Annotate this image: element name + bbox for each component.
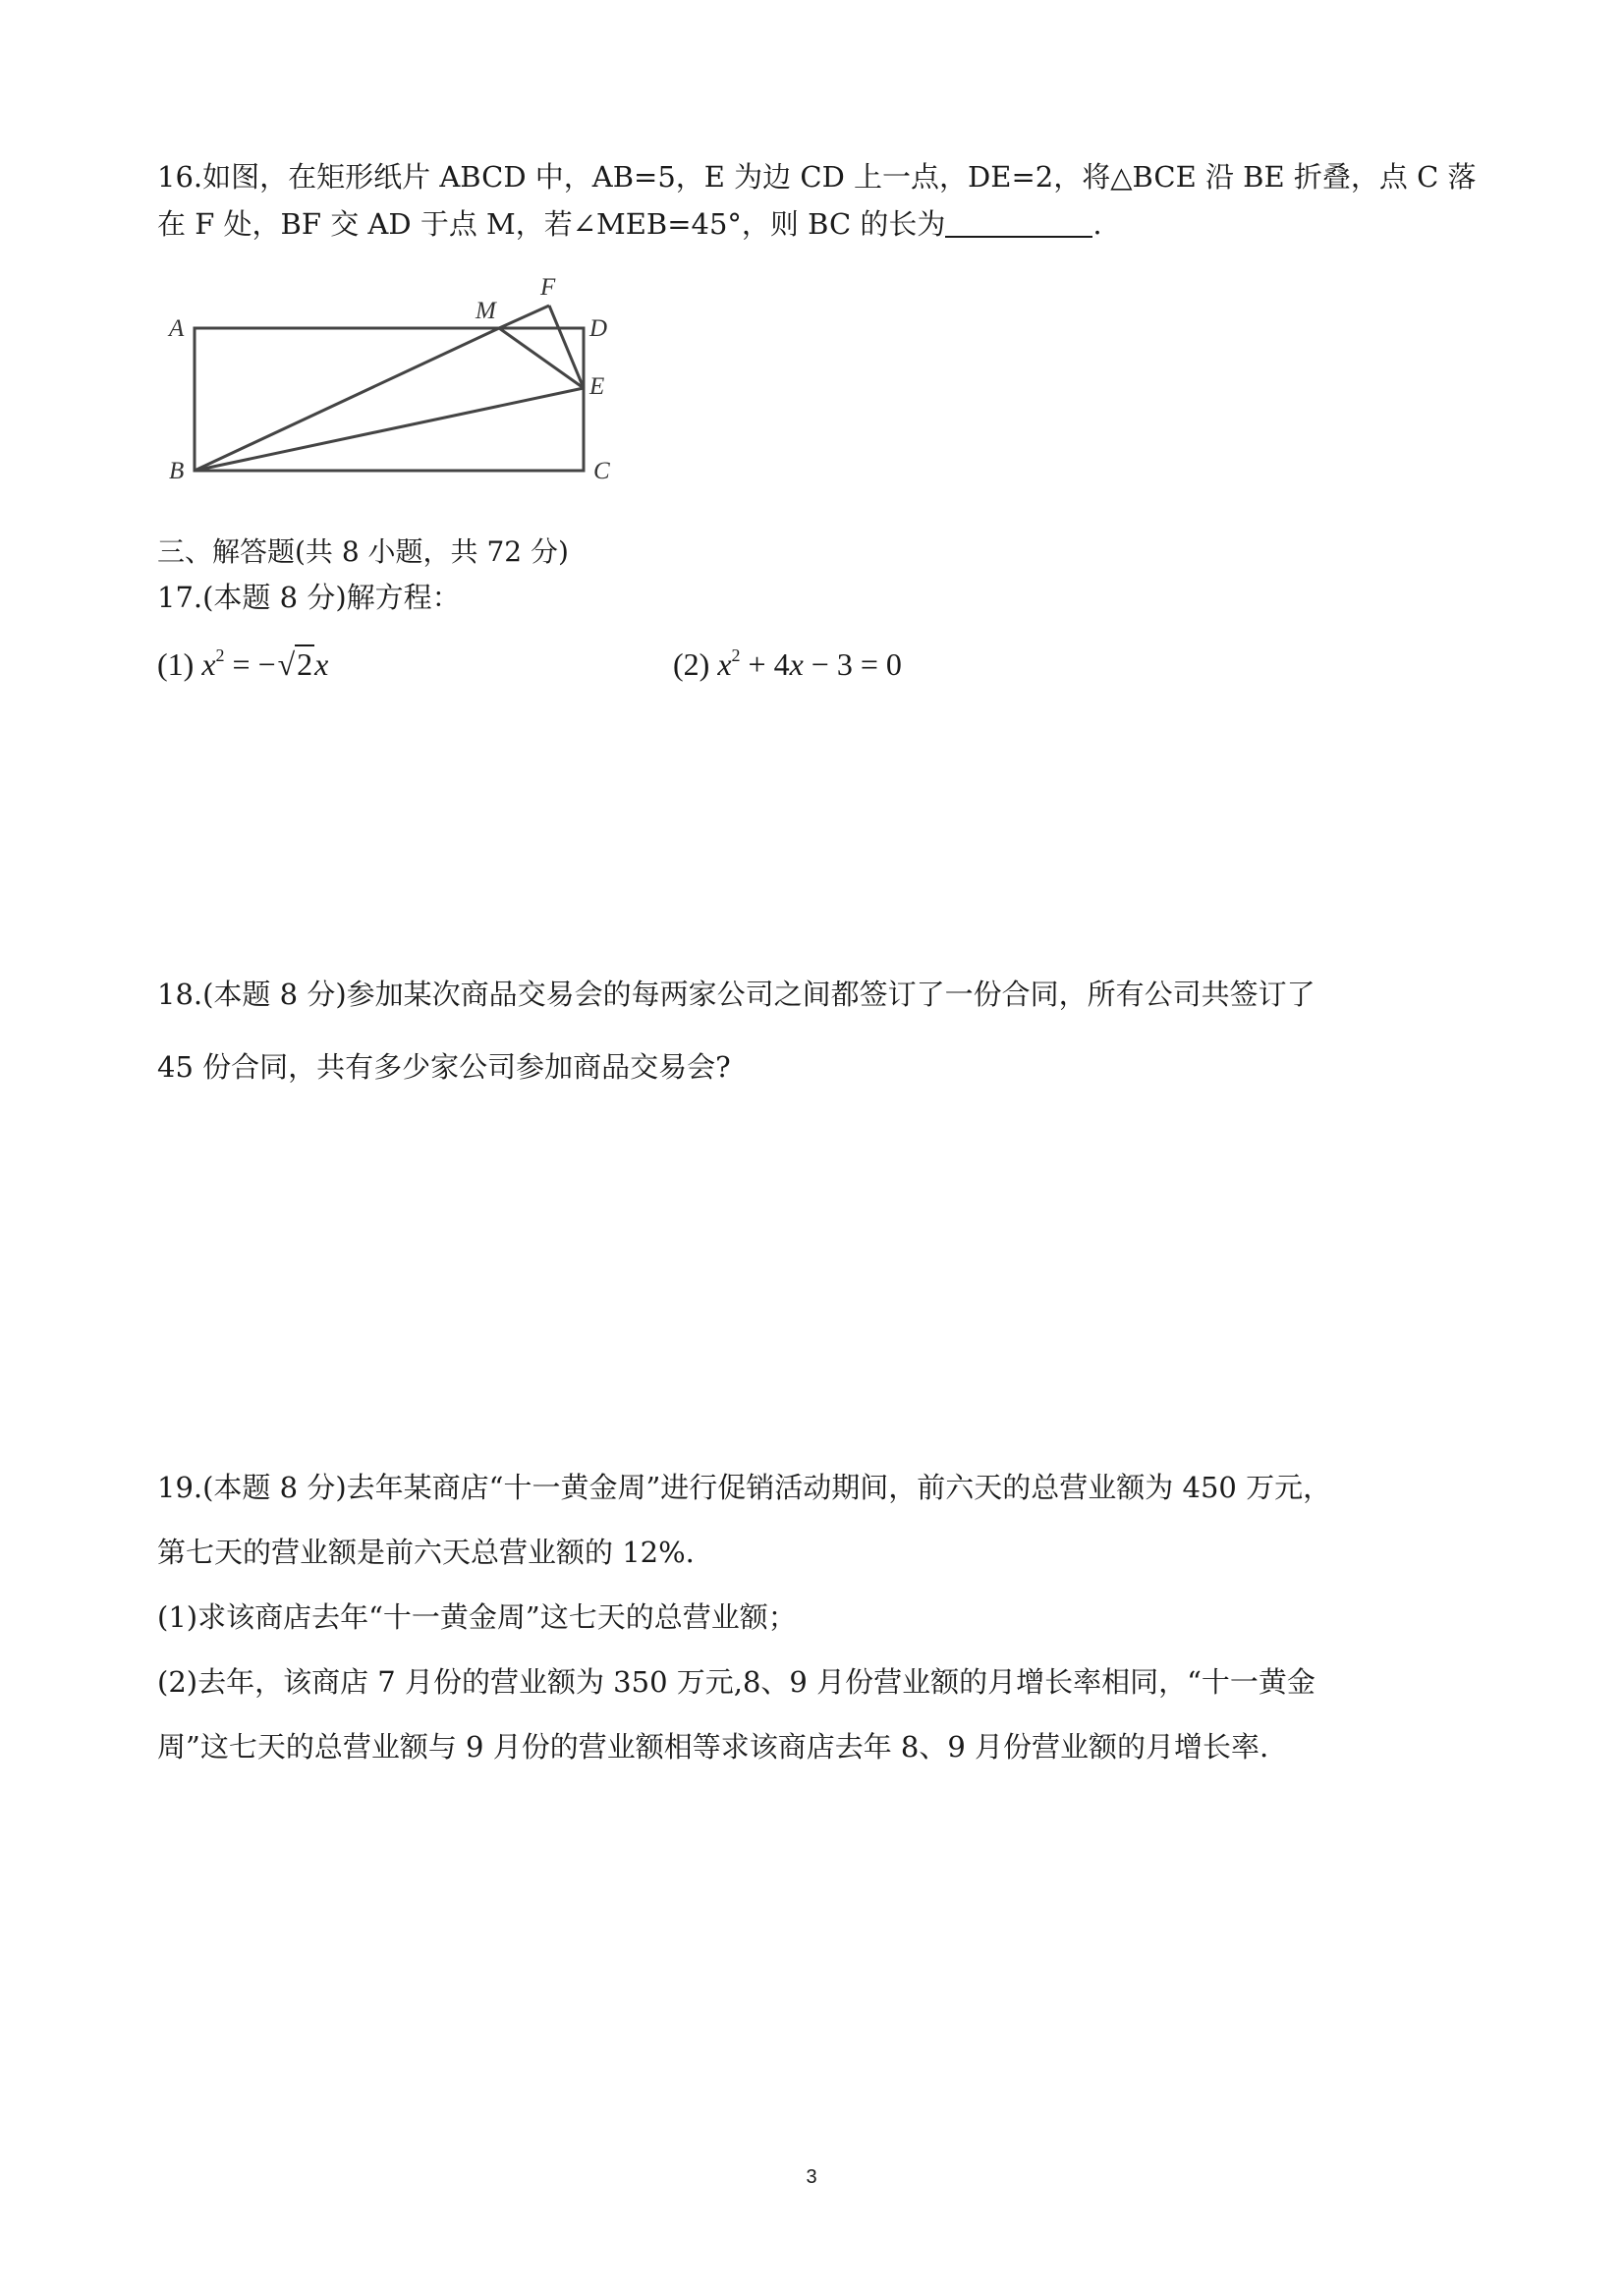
section-3-title: 三、解答题(共 8 小题，共 72 分) bbox=[157, 535, 569, 568]
q17-p1-radicand: 2 bbox=[297, 646, 313, 682]
q17-p2-var2: x bbox=[789, 646, 804, 682]
q16-line1: 16.如图，在矩形纸片 ABCD 中，AB=5，E 为边 CD 上一点，DE=2，将△BCE 沿 BE 折叠，点 C 落 bbox=[157, 160, 1477, 194]
q17-p2-label: (2) bbox=[673, 646, 710, 682]
q17-p2-exp: 2 bbox=[731, 645, 741, 665]
q17-p1-mid: = − bbox=[224, 646, 276, 682]
label-f: F bbox=[540, 274, 556, 301]
q17-part2-equation bbox=[673, 646, 902, 680]
label-c: C bbox=[593, 458, 610, 484]
q16-line2-text: 在 F 处，BF 交 AD 于点 M，若∠MEB=45°，则 BC 的长为 bbox=[157, 207, 946, 241]
q17-header: 17.(本题 8 分)解方程： bbox=[157, 581, 461, 614]
q19-part2-line2: 周”这七天的总营业额与 9 月份的营业额相等求该商店去年 8、9 月份营业额的月增长率. bbox=[157, 1730, 1269, 1764]
segment-bm bbox=[195, 328, 499, 471]
label-e: E bbox=[589, 373, 605, 400]
q17-p2-end: − 3 = 0 bbox=[803, 646, 902, 682]
segment-be bbox=[195, 388, 584, 471]
sqrt-symbol: √2 bbox=[277, 646, 313, 682]
q17-p1-label: (1) bbox=[157, 646, 195, 682]
label-m: M bbox=[476, 298, 496, 324]
rectangle-fold-figure bbox=[157, 265, 648, 491]
q19-line2: 第七天的营业额是前六天总营业额的 12%. bbox=[157, 1536, 695, 1569]
q17-p1-exp: 2 bbox=[215, 645, 225, 665]
label-a: A bbox=[169, 315, 185, 342]
page-number: 3 bbox=[806, 2166, 817, 2188]
q18-line2: 45 份合同，共有多少家公司参加商品交易会? bbox=[157, 1050, 731, 1084]
q17-part1-equation bbox=[157, 646, 328, 680]
label-d: D bbox=[589, 315, 608, 342]
answer-blank bbox=[945, 210, 1092, 238]
q19-part2-line1: (2)去年，该商店 7 月份的营业额为 350 万元,8、9 月份营业额的月增长率相同，“十一黄金 bbox=[157, 1665, 1315, 1699]
q17-p2-mid: + 4 bbox=[740, 646, 790, 682]
q19-part1: (1)求该商店去年“十一黄金周”这七天的总营业额； bbox=[157, 1600, 797, 1634]
segment-mf bbox=[499, 306, 549, 328]
q16-line2-end: . bbox=[1092, 207, 1102, 241]
q17-p2-var: x bbox=[717, 646, 732, 682]
q18-line1: 18.(本题 8 分)参加某次商品交易会的每两家公司之间都签订了一份合同，所有公司共签订了 bbox=[157, 978, 1315, 1011]
label-b: B bbox=[169, 458, 185, 484]
q16-line2 bbox=[157, 207, 1102, 241]
q19-line1: 19.(本题 8 分)去年某商店“十一黄金周”进行促销活动期间，前六天的总营业额为 450 万元， bbox=[157, 1471, 1332, 1504]
q17-p1-rhs-var: x bbox=[314, 646, 329, 682]
q17-p1-var: x bbox=[201, 646, 216, 682]
